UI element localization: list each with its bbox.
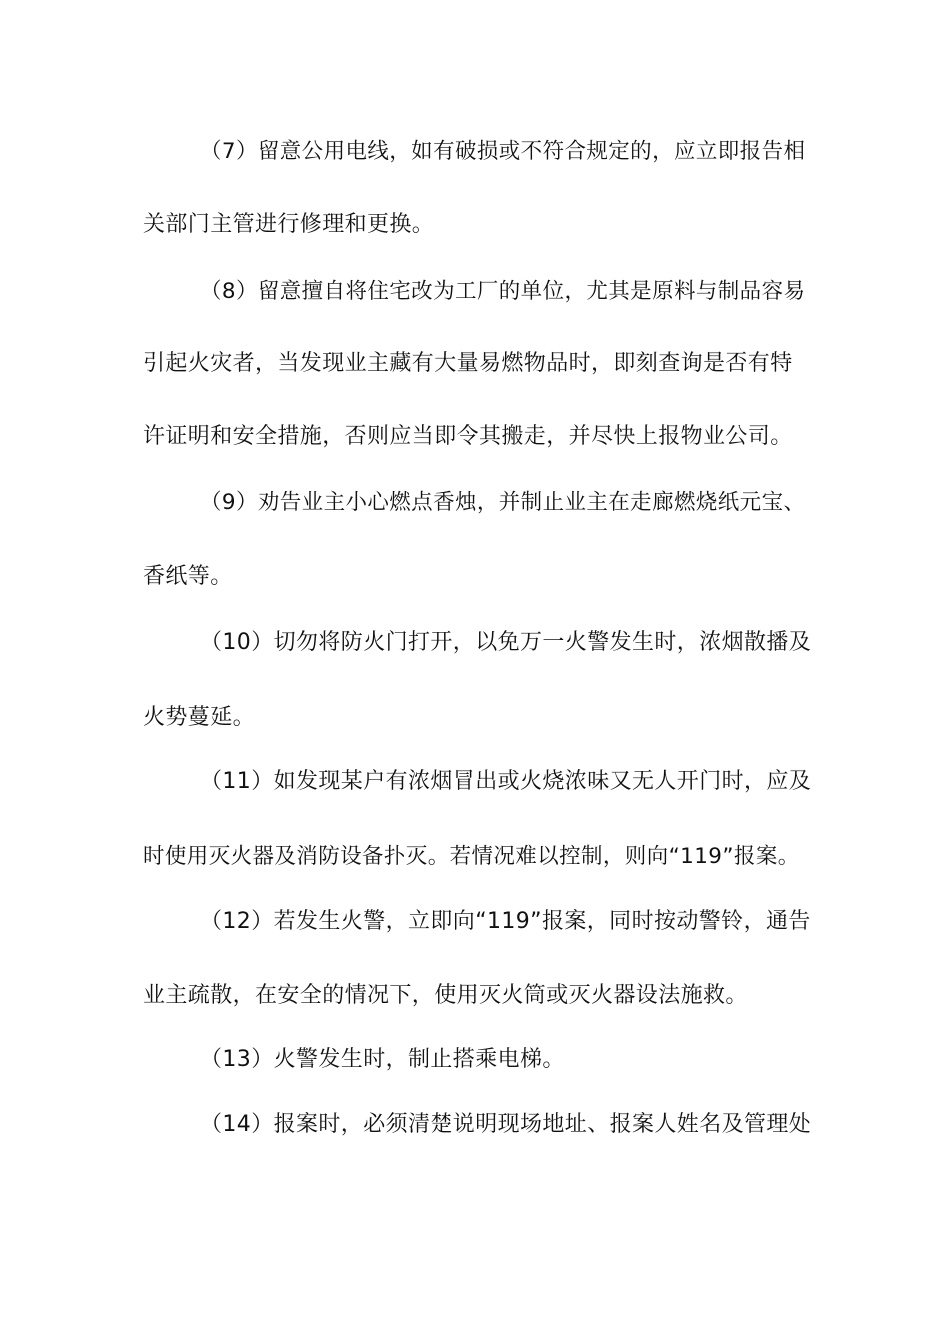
text-line: （12）若发生火警，立即向“119”报案，同时按动警铃，通告 xyxy=(200,909,811,934)
text-line: （8）留意擅自将住宅改为工厂的单位，尤其是原料与制品容易 xyxy=(200,279,806,304)
text-line: 业主疏散，在安全的情况下，使用灭火筒或灭火器设法施救。 xyxy=(143,983,748,1008)
text-line: （14）报案时，必须清楚说明现场地址、报案人姓名及管理处 xyxy=(200,1112,812,1137)
text-line: 香纸等。 xyxy=(143,564,233,589)
text-line: 许证明和安全措施，否则应当即令其搬走，并尽快上报物业公司。 xyxy=(143,424,793,449)
text-line: 火势蔓延。 xyxy=(143,705,256,730)
text-line: 关部门主管进行修理和更换。 xyxy=(143,212,435,237)
text-line: （11）如发现某户有浓烟冒出或火烧浓味又无人开门时，应及 xyxy=(200,769,812,794)
text-line: （13）火警发生时，制止搭乘电梯。 xyxy=(200,1047,565,1072)
text-line: （9）劝告业主小心燃点香烛，并制止业主在走廊燃烧纸元宝、 xyxy=(200,490,806,515)
text-line: 时使用灭火器及消防设备扑灭。若情况难以控制，则向“119”报案。 xyxy=(143,844,800,869)
text-line: 引起火灾者，当发现业主藏有大量易燃物品时，即刻查询是否有特 xyxy=(143,351,793,376)
text-line: （7）留意公用电线，如有破损或不符合规定的，应立即报告相 xyxy=(200,139,806,164)
text-line: （10）切勿将防火门打开，以免万一火警发生时，浓烟散播及 xyxy=(200,630,812,655)
